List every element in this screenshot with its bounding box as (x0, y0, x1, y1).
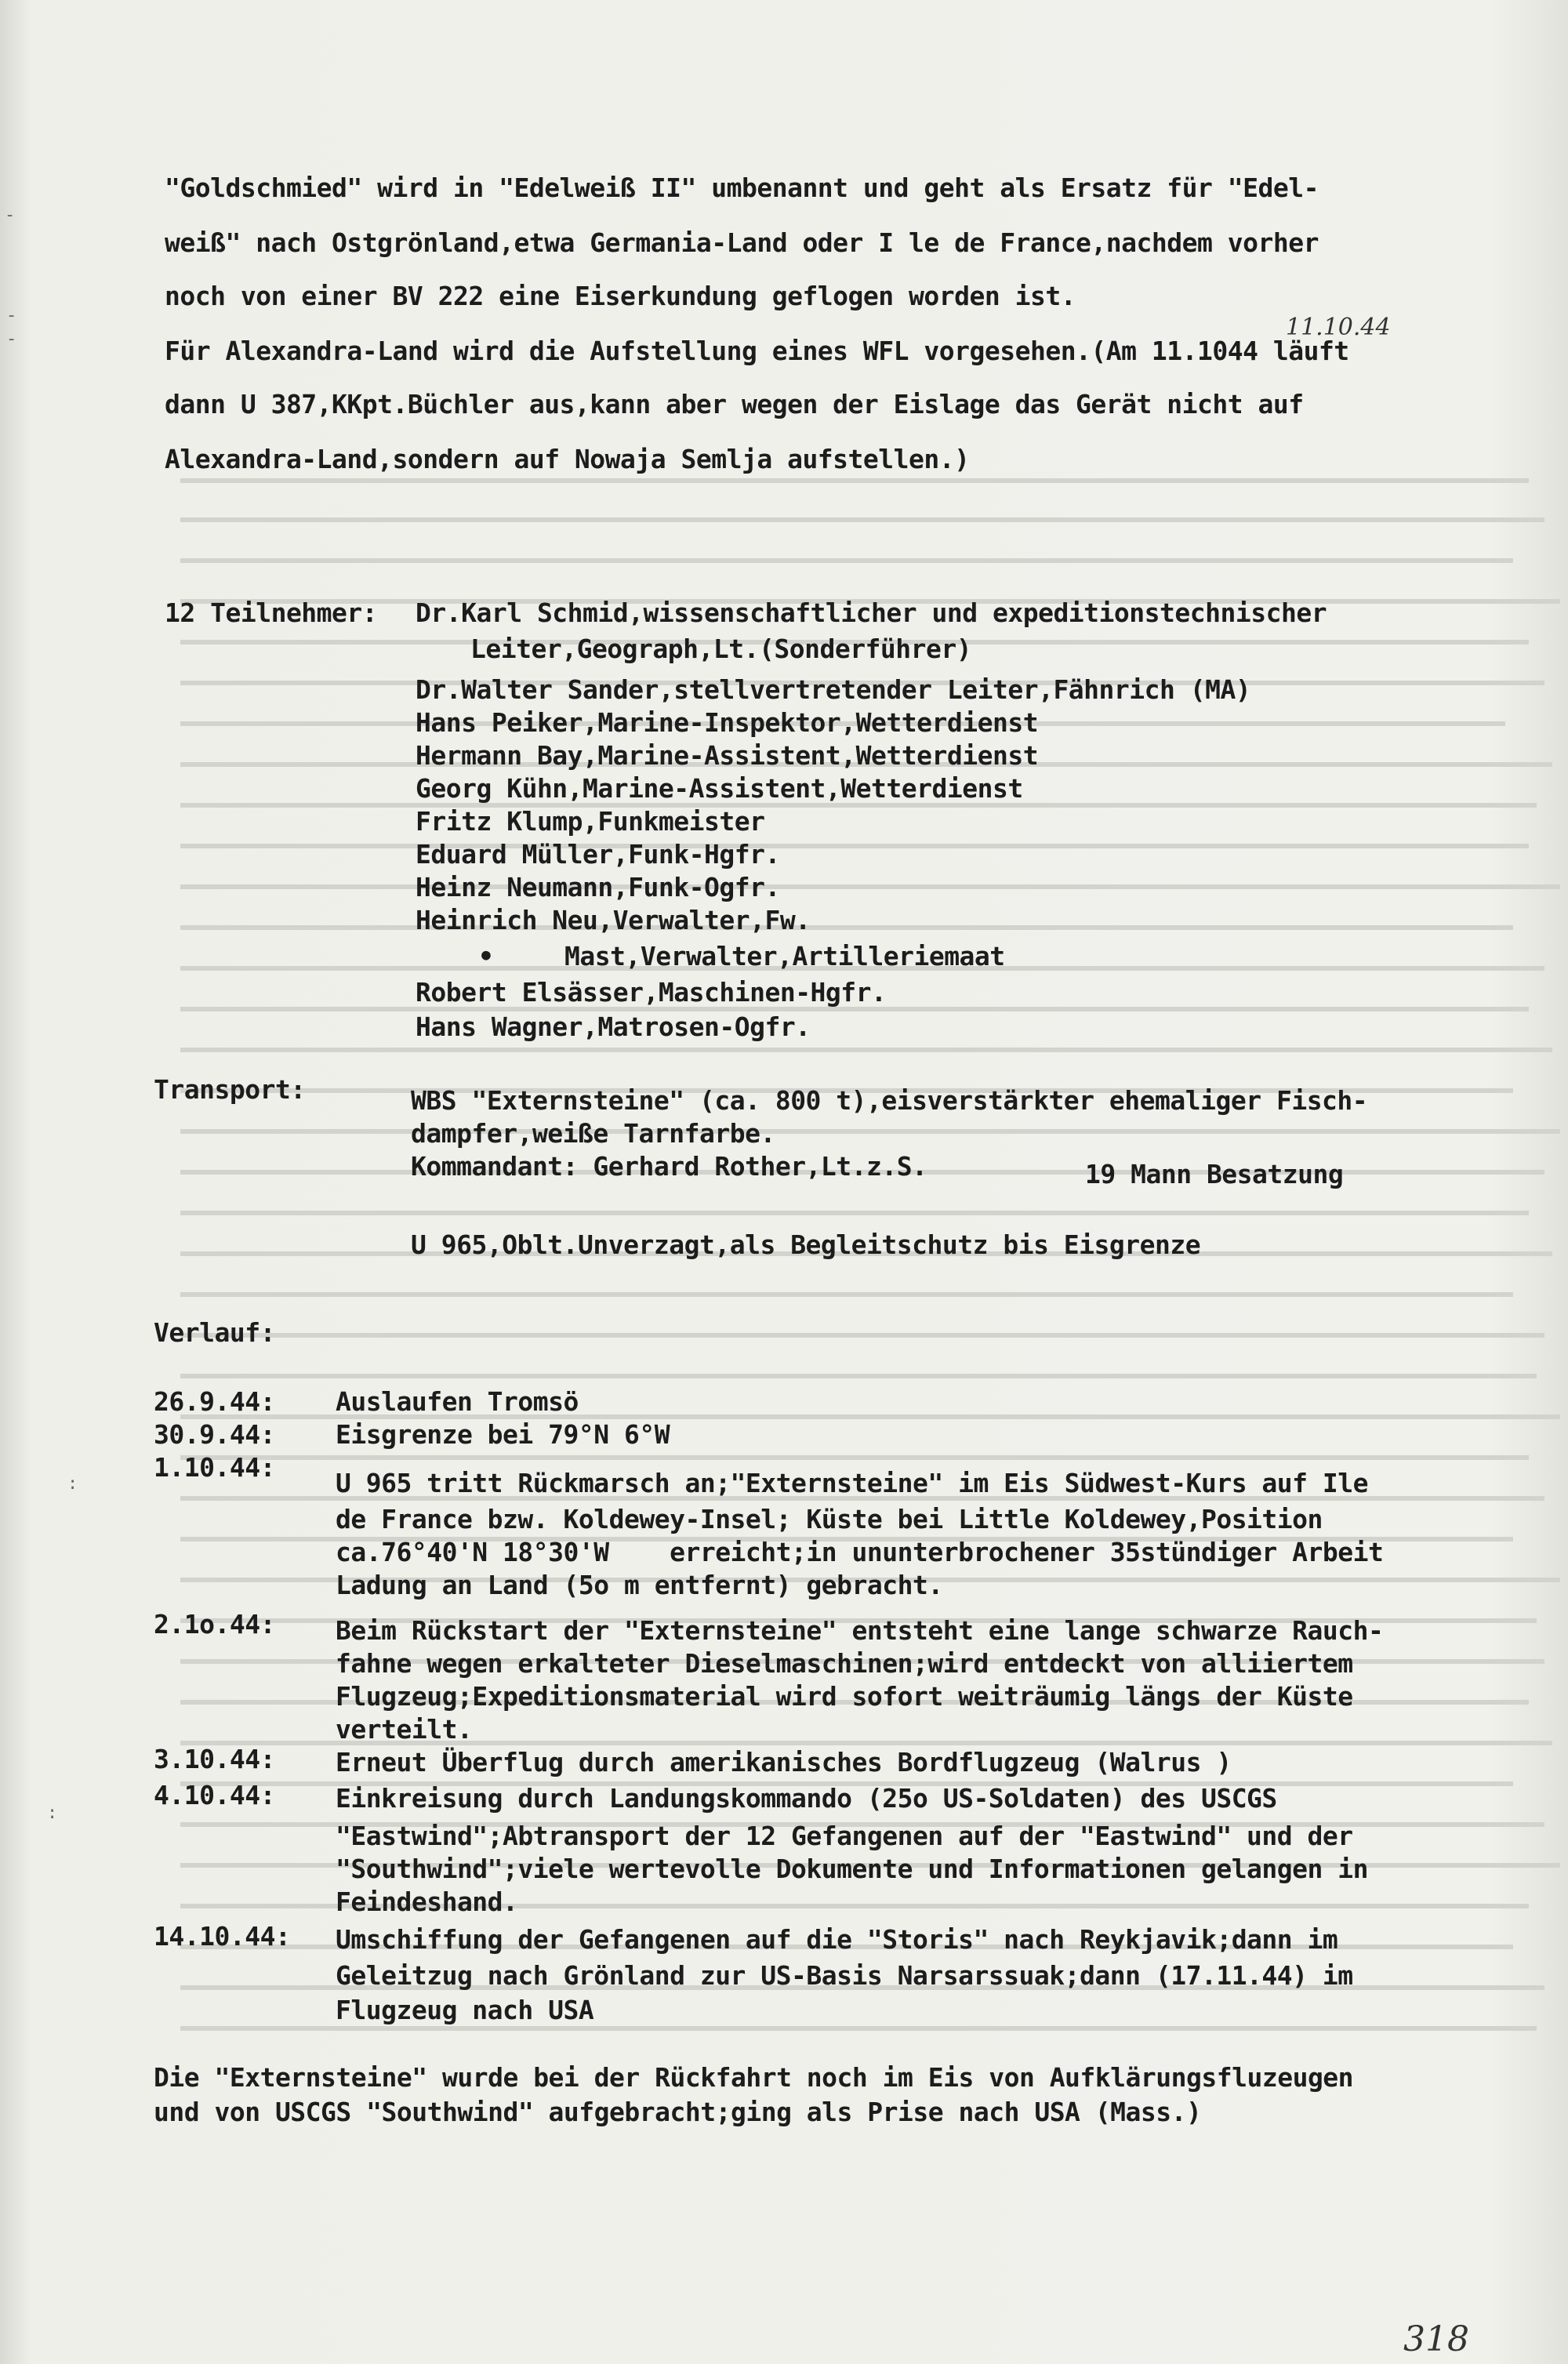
course-line: U 965 tritt Rückmarsch an;"Externsteine" im Eis Südwest-Kurs auf Ile (336, 1468, 1369, 1498)
intro-line: noch von einer BV 222 eine Eiserkundung geflogen worden ist. (165, 281, 1076, 311)
transport-line: U 965,Oblt.Unverzagt,als Begleitschutz bis Eisgrenze (411, 1229, 1201, 1260)
course-date: 14.10.44: (154, 1921, 291, 1952)
course-line: Erneut Überflug durch amerikanisches Bordflugzeug (Walrus ) (336, 1747, 1232, 1778)
participants-label: 12 Teilnehmer: (165, 597, 378, 628)
course-line: Beim Rückstart der "Externsteine" entsteht eine lange schwarze Rauch- (336, 1615, 1384, 1646)
margin-mark: : (67, 1474, 78, 1494)
handwritten-date: 11.10.44 (1286, 314, 1391, 341)
intro-line: Für Alexandra-Land wird die Aufstellung eines WFL vorgesehen.(Am 11.1044 läuft (165, 336, 1349, 366)
participant-line: Georg Kühn,Marine-Assistent,Wetterdienst (416, 773, 1023, 804)
course-line: Eisgrenze bei 79°N 6°W (336, 1419, 670, 1450)
transport-line: dampfer,weiße Tarnfarbe. (411, 1118, 775, 1149)
participant-line: Hans Wagner,Matrosen-Ogfr. (416, 1011, 811, 1042)
intro-line: weiß" nach Ostgrönland,etwa Germania-Land oder I le de France,nachdem vorher (165, 227, 1319, 258)
participant-line: Dr.Karl Schmid,wissenschaftlicher und expeditionstechnischer (416, 597, 1327, 628)
crew-count: 19 Mann Besatzung (1085, 1159, 1344, 1189)
participant-line: Mast,Verwalter,Artilleriemaat (564, 941, 1005, 971)
closing-line: Die "Externsteine" wurde bei der Rückfahrt noch im Eis von Aufklärungsfluzeugen (154, 2062, 1354, 2093)
page-number: 318 (1403, 2319, 1469, 2359)
course-line: Flugzeug nach USA (336, 1995, 594, 2025)
course-label: Verlauf: (154, 1317, 275, 1348)
margin-mark: - (6, 329, 17, 349)
course-line: "Southwind";viele wertevolle Dokumente und Informationen gelangen in (336, 1854, 1369, 1884)
closing-line: und von USCGS "Southwind" aufgebracht;ging als Prise nach USA (Mass.) (154, 2097, 1202, 2127)
course-line: Umschiffung der Gefangenen auf die "Storis" nach Reykjavik;dann im (336, 1924, 1338, 1955)
course-line: ca.76°40'N 18°30'W erreicht;in ununterbrochener 35stündiger Arbeit (336, 1537, 1384, 1567)
intro-line: "Goldschmied" wird in "Edelweiß II" umbenannt und geht als Ersatz für "Edel- (165, 172, 1319, 203)
margin-mark: - (5, 205, 16, 225)
participant-line: Heinz Neumann,Funk-Ogfr. (416, 872, 780, 902)
course-line: Auslaufen Tromsö (336, 1386, 579, 1417)
transport-line: Kommandant: Gerhard Rother,Lt.z.S. (411, 1151, 927, 1182)
course-date: 3.10.44: (154, 1744, 275, 1774)
course-line: Ladung an Land (5o m entfernt) gebracht. (336, 1570, 943, 1600)
intro-line: Alexandra-Land,sondern auf Nowaja Semlja aufstellen.) (165, 444, 970, 474)
participant-line: Eduard Müller,Funk-Hgfr. (416, 839, 780, 870)
course-line: Geleitzug nach Grönland zur US-Basis Narsarssuak;dann (17.11.44) im (336, 1960, 1353, 1991)
margin-mark: : (47, 1803, 58, 1823)
course-date: 30.9.44: (154, 1419, 275, 1450)
course-date: 26.9.44: (154, 1386, 275, 1417)
participant-line: Robert Elsässer,Maschinen-Hgfr. (416, 977, 887, 1008)
course-line: verteilt. (336, 1714, 473, 1745)
course-date: 2.1o.44: (154, 1609, 275, 1640)
course-line: Feindeshand. (336, 1886, 518, 1917)
course-line: "Eastwind";Abtransport der 12 Gefangenen auf der "Eastwind" und der (336, 1821, 1353, 1851)
transport-line: WBS "Externsteine" (ca. 800 t),eisverstärkter ehemaliger Fisch- (411, 1085, 1368, 1116)
course-line: Einkreisung durch Landungskommando (25o US-Soldaten) des USCGS (336, 1783, 1277, 1814)
course-date: 4.10.44: (154, 1780, 275, 1810)
course-line: de France bzw. Koldewey-Insel; Küste bei Little Koldewey,Position (336, 1504, 1323, 1534)
participant-bullet: • (478, 941, 494, 971)
course-line: fahne wegen erkalteter Dieselmaschinen;wird entdeckt von alliiertem (336, 1648, 1353, 1679)
participant-line: Leiter,Geograph,Lt.(Sonderführer) (470, 634, 972, 664)
course-line: Flugzeug;Expeditionsmaterial wird sofort weiträumig längs der Küste (336, 1681, 1353, 1712)
participant-line: Heinrich Neu,Verwalter,Fw. (416, 905, 811, 935)
transport-label: Transport: (154, 1074, 306, 1105)
participant-line: Hermann Bay,Marine-Assistent,Wetterdienst (416, 740, 1039, 771)
course-date: 1.10.44: (154, 1452, 275, 1483)
margin-mark: - (6, 306, 17, 325)
intro-line: dann U 387,KKpt.Büchler aus,kann aber wegen der Eislage das Gerät nicht auf (165, 389, 1304, 419)
participant-line: Dr.Walter Sander,stellvertretender Leiter,Fähnrich (MA) (416, 674, 1251, 705)
participant-line: Hans Peiker,Marine-Inspektor,Wetterdienst (416, 707, 1039, 738)
participant-line: Fritz Klump,Funkmeister (416, 806, 765, 837)
